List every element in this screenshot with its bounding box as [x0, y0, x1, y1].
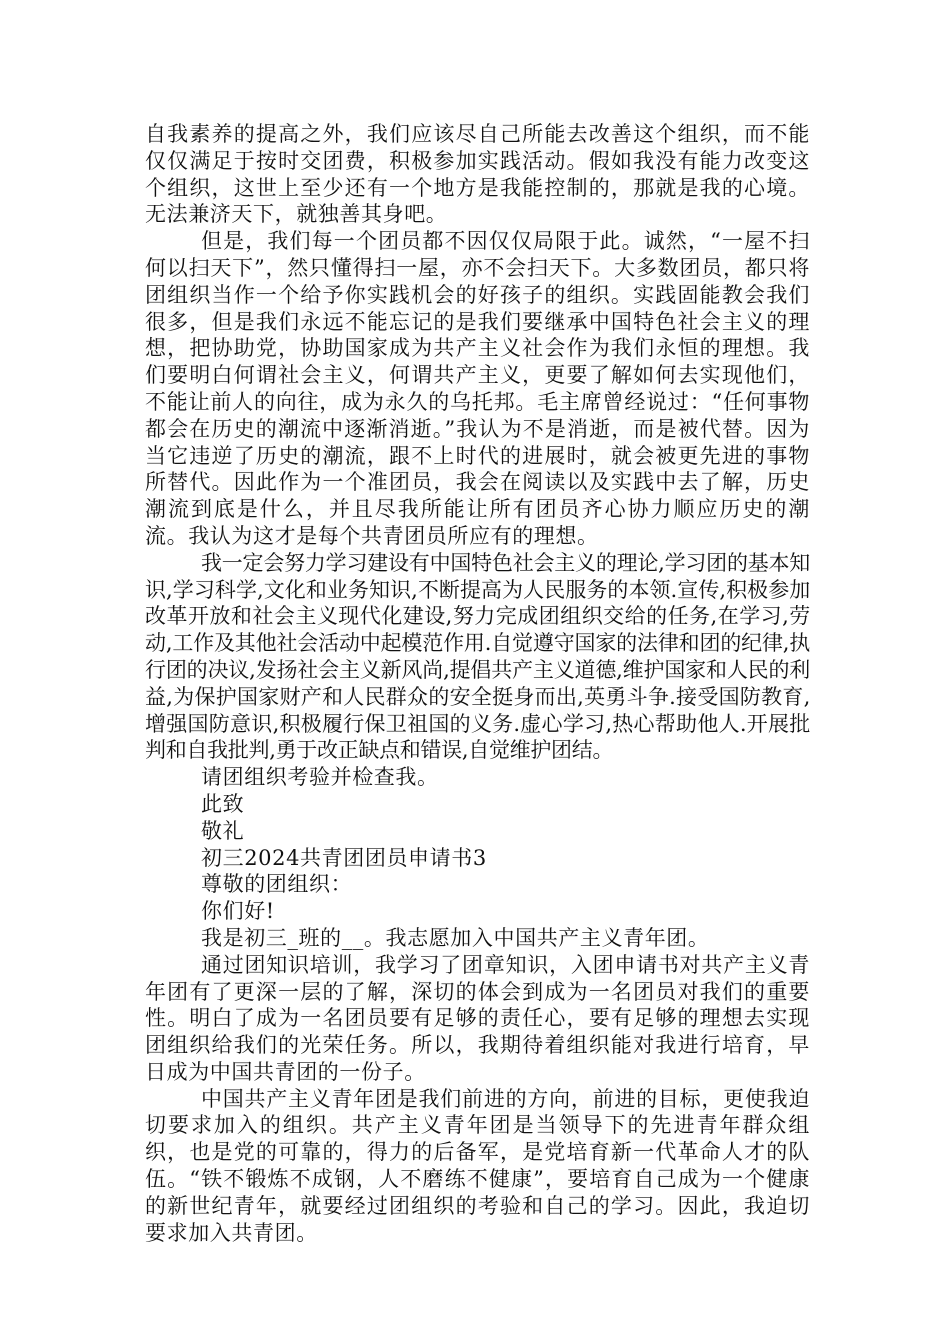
paragraph-commitments: 我一定会努力学习建设有中国特色社会主义的理论,学习团的基本知识,学习科学,文化和业务知识,不断提高为人民服务的本领.宣传,积极参加改革开放和社会主义现代化建设,努力完成团组织交给的任务,在学习,劳动,工作及其他社会活动中起模范作用.自觉遵守国家的法律和团的纪律,执行团的决议,发扬社会主义新风尚,提倡共产主义道德,维护国家和人民的利益,为保护国家财产和人民群众的安全挺身而出,英勇斗争.接受国防教育,增强国防意识,积极履行保卫祖国的义务.虚心学习,热心帮助他人.开展批判和自我批判,勇于改正缺点和错误,自觉维护团结。	[145, 550, 810, 763]
paragraph-continuation: 自我素养的提高之外，我们应该尽自己所能去改善这个组织，而不能仅仅满足于按时交团费，积极参加实践活动。假如我没有能力改变这个组织，这世上至少还有一个地方是我能控制的，那就是我的心境。无法兼济天下，就独善其身吧。	[145, 122, 810, 227]
paragraph-training: 通过团知识培训，我学习了团章知识，入团申请书对共产主义青年团有了更深一层的了解，深切的体会到成为一名团员对我们的重要性。明白了成为一名团员要有足够的责任心，要有足够的理想去实现团组织给我们的光荣任务。所以，我期待着组织能对我进行培育，早日成为中国共青团的一份子。	[145, 952, 810, 1084]
letter-hello: 你们好!	[201, 899, 275, 924]
paragraph-ideals: 但是，我们每一个团员都不因仅仅局限于此。诚然，“一屋不扫何以扫天下”，然只懂得扫一屋，亦不会扫天下。大多数团员，都只将团组织当作一个给予你实践机会的好孩子的组织。实践固能教会我们很多，但是我们永远不能忘记的是我们要继承中国特色社会主义的理想，把协助党，协助国家成为共产主义社会作为我们永恒的理想。我们要明白何谓社会主义，何谓共产主义，更要了解如何去实现他们，不能让前人的向往，成为永久的乌托邦。毛主席曾经说过：“任何事物都会在历史的潮流中逐渐消逝。”我认为不是消逝，而是被代替。因为当它违逆了历史的潮流，跟不上时代的进展时，就会被更先进的事物所替代。因此作为一个准团员，我会在阅读以及实践中去了解，历史潮流到底是什么，并且尽我所能让所有团员齐心协力顺应历史的潮流。我认为这才是每个共青团员所应有的理想。	[145, 229, 810, 548]
letter-intro: 我是初三_班的__。我志愿加入中国共产主义青年团。	[201, 925, 710, 950]
section-title: 初三2024共青团团员申请书3	[201, 845, 487, 870]
closing-salutation: 此致	[201, 791, 245, 816]
letter-greeting: 尊敬的团组织：	[201, 872, 353, 897]
closing-request: 请团组织考验并检查我。	[201, 765, 439, 790]
closing-regards: 敬礼	[201, 818, 245, 843]
paragraph-youth-league: 中国共产主义青年团是我们前进的方向，前进的目标，更使我迫切要求加入的组织。共产主义青年团是当领导下的先进青年群众组织，也是党的可靠的，得力的后备军，是党培育新一代革命人才的队伍。“铁不锻炼不成钢，人不磨练不健康”，要培育自己成为一个健康的新世纪青年，就要经过团组织的考验和自己的学习。因此，我迫切要求加入共青团。	[145, 1086, 810, 1245]
document-page	[145, 121, 810, 1246]
